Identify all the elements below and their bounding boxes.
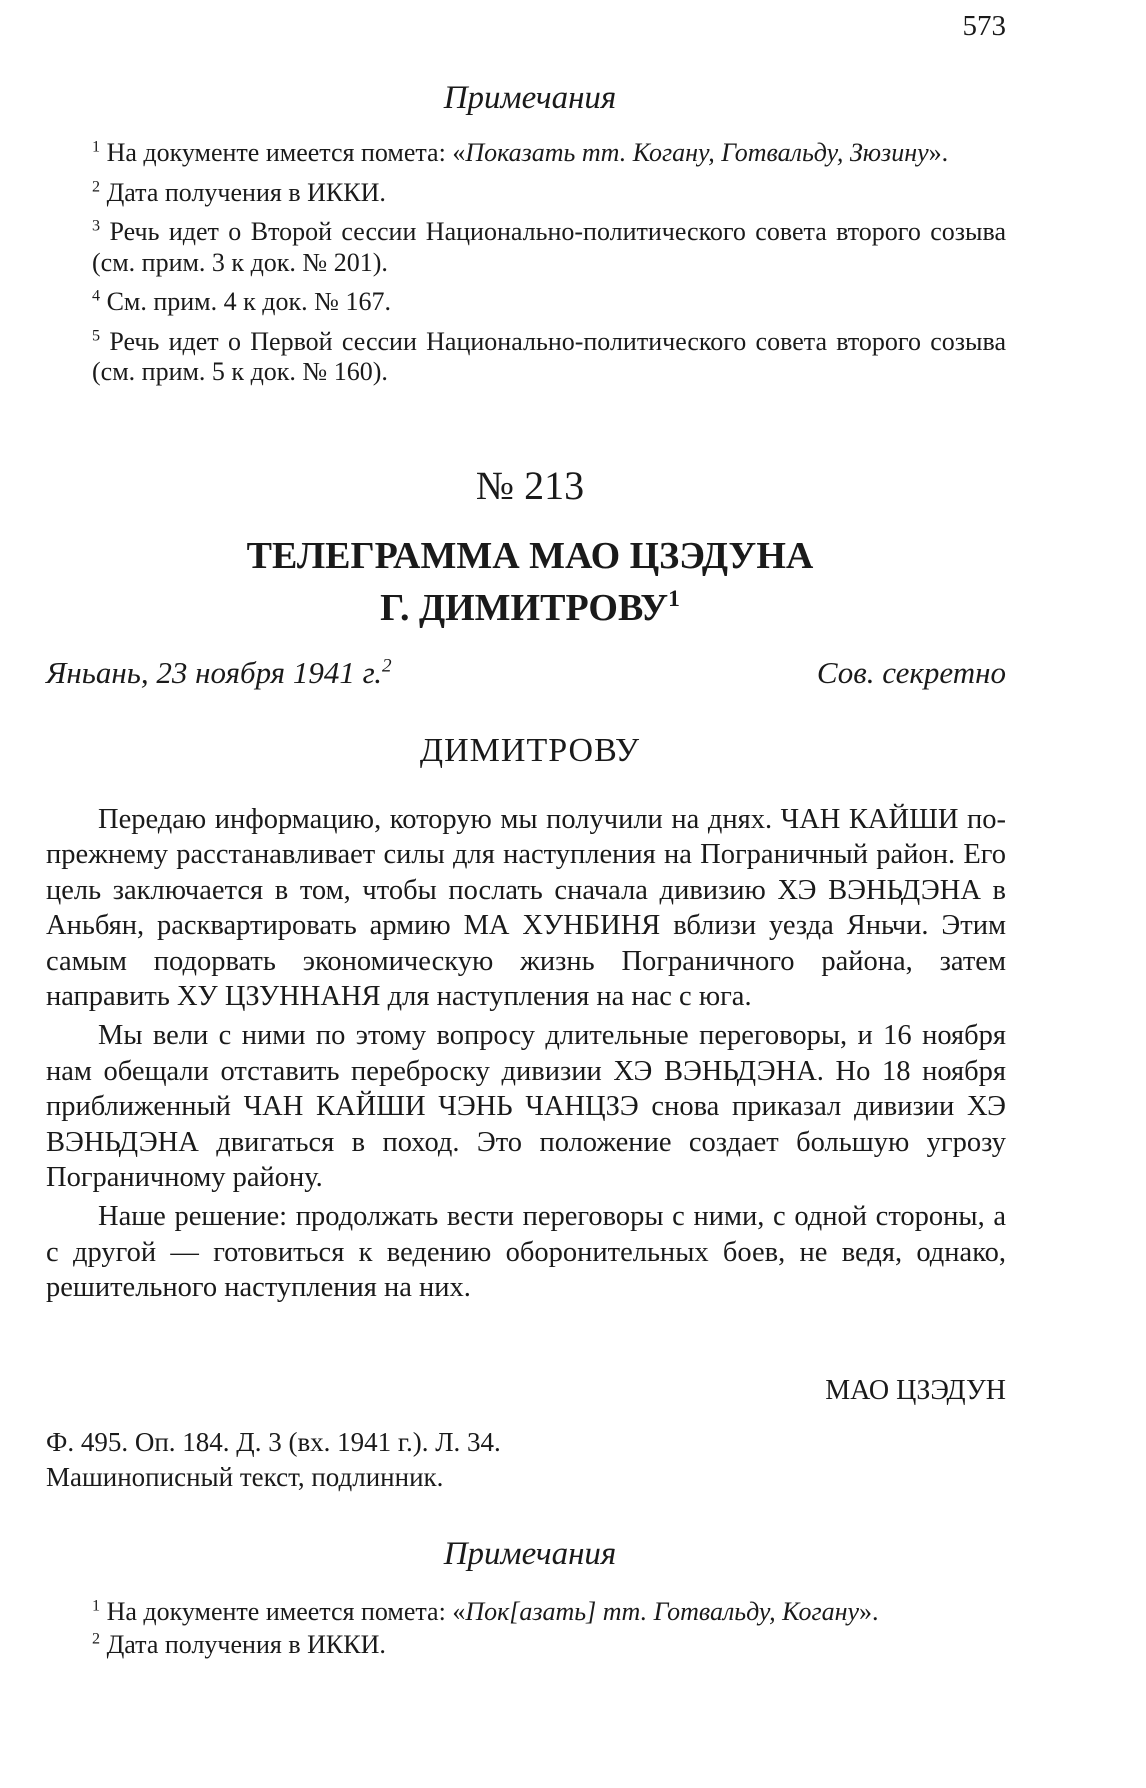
note-quote: Пок[азать] тт. Готвальду, Когану — [465, 1597, 860, 1626]
title-line-2: Г. ДИМИТРОВУ$^1$ — [380, 585, 680, 629]
footnote-marker: 2 — [382, 655, 392, 677]
document-title — [0, 530, 1060, 634]
note-item: $^1$ На документе имеется помета: «Показать тт. Когану, Готвальду, Зюзину». — [92, 138, 949, 167]
telegram-body — [46, 802, 1006, 1310]
note-item: $^2$ Дата получения в ИККИ. — [92, 177, 386, 207]
footnote-marker: 2 — [92, 177, 101, 195]
note-item: $^4$ См. прим. 4 к док. № 167. — [92, 287, 391, 316]
title-line-1: ТЕЛЕГРАММА МАО ЦЗЭДУНА — [246, 535, 814, 577]
notes-list-top — [46, 138, 1006, 388]
footnote-marker: 1 — [92, 1597, 101, 1615]
archive-line: Машинописный текст, подлинник. — [46, 1462, 444, 1492]
footnote-marker: 1 — [92, 138, 101, 156]
classification: Сов. секретно — [816, 655, 1006, 690]
note-item: $^5$ Речь идет о Первой сессии Национально-политического совета второго созыва (см. прим. 5 к док. № 160). — [92, 326, 1007, 386]
place-date-line — [46, 655, 1006, 691]
footnote-marker: 4 — [92, 287, 101, 305]
archive-reference — [46, 1425, 1006, 1495]
body-paragraph: Мы вели с ними по этому вопросу длительные переговоры, и 16 ноября нам обещали отставить переброску дивизии ХЭ ВЭНЬДЭНА. Но 18 ноября приближенный ЧАН КАЙШИ ЧЭНЬ ЧАНЦЗЭ снова приказал дивизии ХЭ ВЭНЬДЭНА двигаться в поход. Это положение создает большую угрозу Пограничному району. — [46, 1020, 1006, 1194]
footnote-marker: 5 — [92, 326, 101, 344]
document-number: № 213 — [475, 463, 585, 508]
addressee: ДИМИТРОВУ — [419, 732, 641, 769]
notes-title-top: Примечания — [443, 80, 617, 116]
note-quote: Показать тт. Когану, Готвальду, Зюзину — [465, 138, 929, 167]
footnote-marker: 3 — [92, 217, 101, 235]
signature: МАО ЦЗЭДУН — [825, 1375, 1006, 1406]
notes-list-bottom — [46, 1595, 1006, 1661]
footnote-marker: 1 — [668, 585, 680, 612]
note-item: $^1$ На документе имеется помета: «Пок[азать] тт. Готвальду, Когану». — [92, 1597, 879, 1626]
archive-line: Ф. 495. Оп. 184. Д. 3 (вх. 1941 г.). Л. 34. — [46, 1427, 501, 1457]
page-number: 573 — [962, 10, 1006, 42]
notes-title-bottom: Примечания — [443, 1536, 617, 1572]
footnote-marker: 2 — [92, 1630, 101, 1648]
body-paragraph: Передаю информацию, которую мы получили на днях. ЧАН КАЙШИ по-прежнему расстанавливает силы для наступления на Пограничный район. Его цель заключается в том, чтобы послать сначала дивизию ХЭ ВЭНЬДЭНА в Аньбян, расквартировать армию МА ХУНБИНЯ вблизи уезда Яньчи. Этим самым подорвать экономическую жизнь Пограничного района, затем направить ХУ ЦЗУННАНЯ для наступления на нас с юга. — [46, 804, 1006, 1013]
note-item: $^3$ Речь идет о Второй сессии Национально-политического совета второго созыва (см. прим. 3 к док. № 201). — [92, 217, 1006, 277]
body-paragraph: Наше решение: продолжать вести переговоры с ними, с одной стороны, а с другой — готовиться к ведению оборонительных боев, не ведя, однако, решительного наступления на них. — [46, 1201, 1006, 1304]
place-date: Яньань, 23 ноября 1941 г. — [46, 655, 383, 690]
note-item: $^2$ Дата получения в ИККИ. — [92, 1630, 386, 1659]
